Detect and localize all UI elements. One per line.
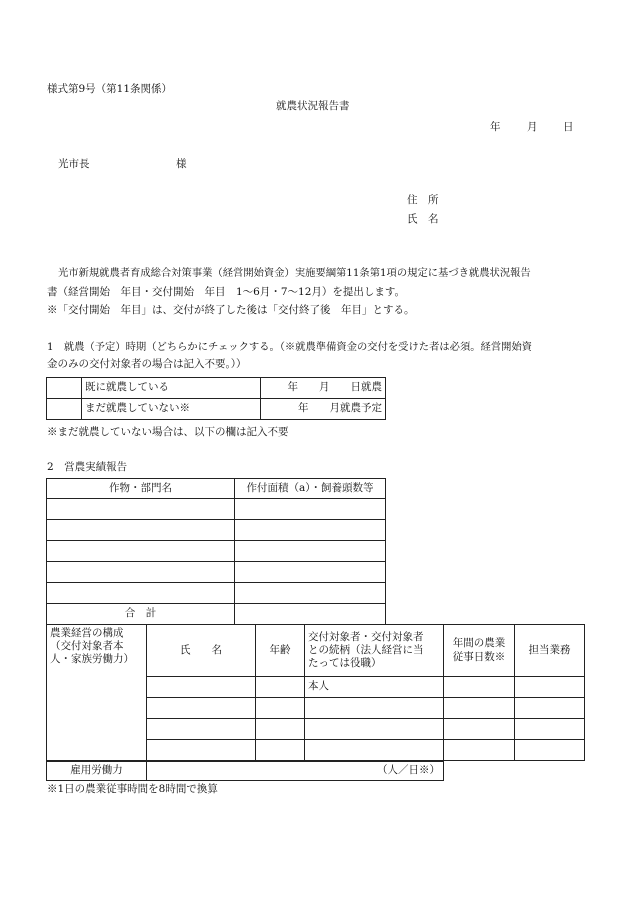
composition-label-line: （交付対象者本 — [50, 640, 124, 653]
col-crop-header: 作物・部門名 — [47, 479, 235, 499]
member-days-cell[interactable] — [444, 698, 515, 719]
col-name-header: 氏 名 — [147, 625, 256, 677]
member-relation-cell[interactable] — [305, 740, 444, 761]
member-duty-cell[interactable] — [515, 698, 585, 719]
addressee-name: 光市長 — [58, 158, 90, 170]
member-days-cell[interactable] — [444, 719, 515, 740]
member-age-cell[interactable] — [256, 677, 305, 698]
area-cell[interactable] — [235, 499, 386, 520]
member-relation-cell: 本人 — [305, 677, 444, 698]
member-days-cell[interactable] — [444, 740, 515, 761]
section1-heading-line-2: 金のみの交付対象者の場合は記入不要。）） — [47, 358, 247, 370]
total-label: 合 計 — [47, 604, 235, 625]
table-row — [47, 399, 386, 420]
col-relation-line: 交付対象者・交付対象者 — [308, 630, 424, 643]
member-relation-cell[interactable] — [305, 719, 444, 740]
area-cell[interactable] — [235, 541, 386, 562]
crop-cell[interactable] — [47, 520, 235, 541]
table-row — [47, 479, 386, 499]
col-area-header: 作付面積（a）・飼養頭数等 — [235, 479, 386, 499]
crop-cell[interactable] — [47, 583, 235, 604]
hired-labor-table — [46, 761, 444, 781]
member-name-cell[interactable] — [147, 719, 256, 740]
section1-note: ※まだ就農していない場合は、以下の欄は記入不要 — [47, 426, 289, 438]
date-year: 年 — [490, 121, 501, 133]
start-date-field[interactable]: 年 月 日就農 — [261, 378, 386, 399]
member-duty-cell[interactable] — [515, 740, 585, 761]
page-title: 就農状況報告書 — [276, 100, 350, 112]
checkbox-cell-already[interactable] — [47, 378, 82, 399]
area-cell[interactable] — [235, 562, 386, 583]
name-label: 氏 名 — [407, 213, 439, 225]
member-name-cell[interactable] — [147, 698, 256, 719]
composition-label-line: 農業経営の構成 — [50, 627, 124, 639]
hired-value-field[interactable]: （人／日※） — [147, 762, 444, 781]
checkbox-cell-not-yet[interactable] — [47, 399, 82, 420]
member-relation-cell[interactable] — [305, 698, 444, 719]
col-relation-line: との続柄（法人経営に当 — [308, 643, 424, 656]
table-row — [47, 378, 386, 399]
intro-note: ※「交付開始 年目」は、交付が終了した後は「交付終了後 年目」とする。 — [47, 304, 415, 316]
crop-table — [46, 478, 386, 625]
member-age-cell[interactable] — [256, 698, 305, 719]
member-age-cell[interactable] — [256, 740, 305, 761]
composition-label-line: 人・家族労働力） — [50, 653, 134, 666]
member-name-cell[interactable] — [147, 740, 256, 761]
member-age-cell[interactable] — [256, 719, 305, 740]
status-label: まだ就農していない※ — [82, 399, 261, 420]
crop-cell[interactable] — [47, 562, 235, 583]
col-relation-header — [305, 625, 444, 677]
planned-date-field[interactable]: 年 月就農予定 — [261, 399, 386, 420]
table-row — [47, 520, 386, 541]
addressee-honorific: 様 — [176, 158, 187, 170]
col-duty-header: 担当業務 — [515, 625, 585, 677]
date-day: 日 — [563, 121, 574, 133]
intro-line-2: 書（経営開始 年目・交付開始 年目 1～6月・7～12月）を提出します。 — [47, 286, 406, 298]
section2-heading: 2 営農実績報告 — [47, 461, 128, 473]
status-label: 既に就農している — [82, 378, 261, 399]
table-row — [47, 541, 386, 562]
col-days-header — [444, 625, 515, 677]
hired-label: 雇用労働力 — [47, 762, 147, 781]
col-days-line: 従事日数※ — [452, 650, 506, 663]
table-row — [47, 604, 386, 625]
crop-cell[interactable] — [47, 499, 235, 520]
form-number: 様式第9号（第11条関係） — [47, 83, 173, 95]
composition-table — [46, 624, 585, 761]
col-age-header: 年齢 — [256, 625, 305, 677]
col-relation-line: たっては役職） — [308, 657, 382, 670]
table-row — [47, 562, 386, 583]
composition-label — [47, 625, 147, 761]
table-row — [47, 499, 386, 520]
member-duty-cell[interactable] — [515, 677, 585, 698]
member-name-cell[interactable] — [147, 677, 256, 698]
section1-heading-line-1: 1 就農（予定）時期（どちらかにチェックする。（※就農準備資金の交付を受けた者は必須。経営開始資 — [47, 341, 533, 353]
area-cell[interactable] — [235, 583, 386, 604]
table-row — [47, 625, 585, 677]
total-area-cell[interactable] — [235, 604, 386, 625]
member-duty-cell[interactable] — [515, 719, 585, 740]
address-label: 住 所 — [407, 194, 439, 206]
crop-cell[interactable] — [47, 541, 235, 562]
farming-start-table — [46, 377, 386, 420]
area-cell[interactable] — [235, 520, 386, 541]
section2-note: ※1日の農業従事時間を8時間で換算 — [47, 783, 218, 795]
table-row — [47, 583, 386, 604]
intro-line-1: 光市新規就農者育成総合対策事業（経営開始資金）実施要綱第11条第1項の規定に基づき就農状況報告 — [58, 267, 531, 279]
table-row — [47, 762, 444, 781]
col-days-line: 年間の農業 — [452, 637, 506, 650]
member-days-cell[interactable] — [444, 677, 515, 698]
date-month: 月 — [527, 121, 538, 133]
